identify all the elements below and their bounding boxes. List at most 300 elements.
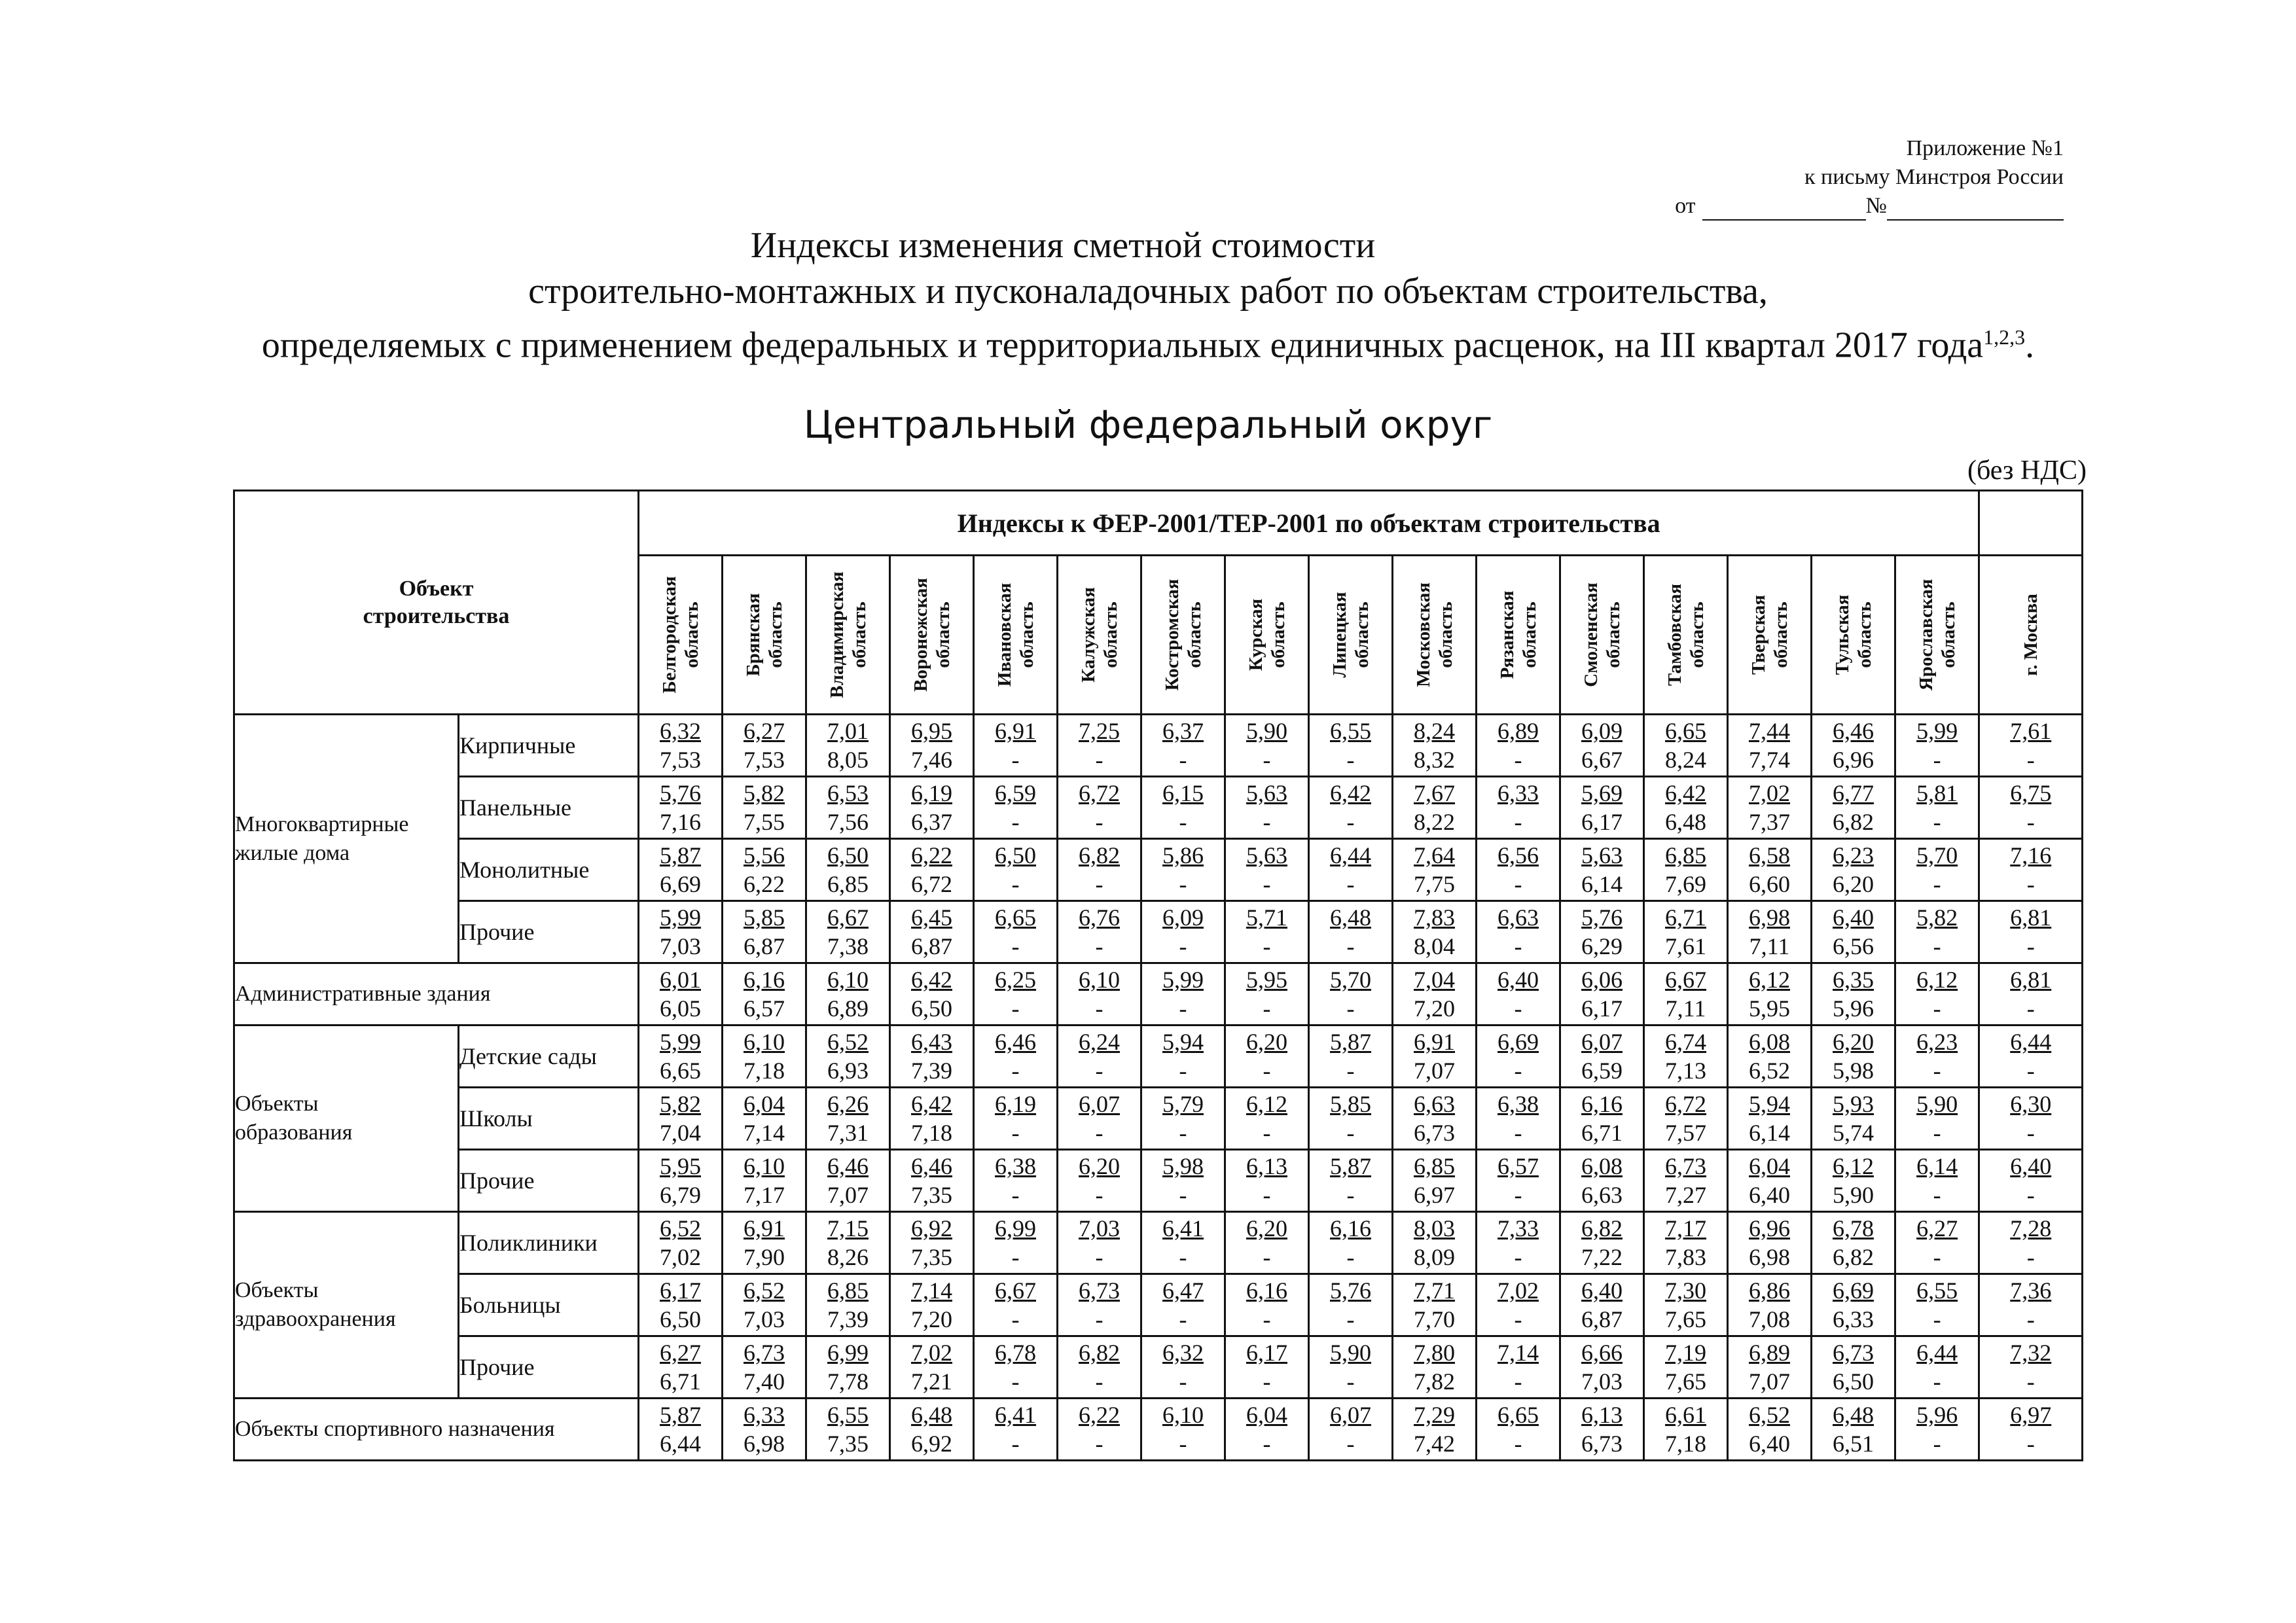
value-territorial: 6,65 <box>660 1058 701 1084</box>
value-territorial: 7,82 <box>1414 1368 1455 1395</box>
region-header <box>1225 556 1309 715</box>
value-territorial: 7,11 <box>1665 995 1706 1022</box>
value-cell <box>1812 1150 1895 1212</box>
value-federal: 5,87 <box>1330 1153 1371 1179</box>
value-federal: 5,85 <box>744 904 785 931</box>
value-territorial: 6,29 <box>1581 933 1623 959</box>
region-name-line: область <box>1770 601 1791 668</box>
value-territorial: - <box>1514 995 1522 1022</box>
value-federal: 7,14 <box>911 1277 952 1304</box>
value-territorial: - <box>1263 1182 1271 1208</box>
value-territorial: 7,20 <box>1414 995 1455 1022</box>
value-federal: 6,16 <box>1581 1091 1623 1117</box>
region-name-line: Тамбовская <box>1664 583 1685 687</box>
value-territorial: 5,95 <box>1749 995 1790 1022</box>
value-territorial: - <box>1346 871 1355 897</box>
value-cell <box>639 1026 723 1088</box>
value-federal: 6,56 <box>1498 842 1539 868</box>
value-territorial: 6,40 <box>1749 1431 1790 1457</box>
region-name <box>658 576 703 693</box>
value-territorial: 7,53 <box>660 747 701 773</box>
value-cell <box>1477 1399 1560 1461</box>
title-line-2: строительно-монтажных и пусконаладочных работ по объектам строительства, <box>528 271 1768 312</box>
value-federal: 6,16 <box>1246 1277 1287 1304</box>
value-federal: 7,61 <box>2010 718 2052 744</box>
region-header <box>1393 556 1477 715</box>
value-federal: 6,23 <box>1833 842 1874 868</box>
value-territorial: - <box>1095 1431 1103 1457</box>
value-federal: 6,40 <box>1581 1277 1623 1304</box>
value-federal: 6,48 <box>1330 904 1371 931</box>
value-territorial: - <box>1179 1306 1187 1332</box>
value-territorial: 7,31 <box>827 1120 869 1146</box>
value-federal: 6,40 <box>1498 967 1539 993</box>
value-federal: 6,75 <box>2010 780 2052 806</box>
region-name-line: Тульская <box>1831 594 1853 675</box>
value-federal: 5,76 <box>1330 1277 1371 1304</box>
value-territorial: - <box>1933 747 1941 773</box>
value-territorial: 8,24 <box>1665 747 1706 773</box>
value-federal: 6,04 <box>1749 1153 1790 1179</box>
value-federal: 6,99 <box>995 1215 1036 1241</box>
value-federal: 8,03 <box>1414 1215 1455 1241</box>
value-territorial: 6,73 <box>1414 1120 1455 1146</box>
value-federal: 7,04 <box>1414 967 1455 993</box>
region-header <box>1309 556 1393 715</box>
value-territorial: 6,22 <box>744 871 785 897</box>
value-territorial: - <box>1095 1058 1103 1084</box>
value-cell <box>1477 1150 1560 1212</box>
value-federal: 6,65 <box>1498 1402 1539 1428</box>
category-cell <box>234 963 639 1026</box>
value-cell <box>1895 715 1979 777</box>
region-name <box>742 593 787 676</box>
value-cell <box>1812 1399 1895 1461</box>
value-federal: 6,50 <box>827 842 869 868</box>
value-territorial: 7,16 <box>660 809 701 835</box>
value-cell <box>1812 715 1895 777</box>
value-territorial: - <box>1933 1306 1941 1332</box>
value-territorial: 6,33 <box>1833 1306 1874 1332</box>
value-territorial: 6,14 <box>1749 1120 1790 1146</box>
value-cell <box>806 777 890 839</box>
value-territorial: 7,07 <box>1749 1368 1790 1395</box>
value-territorial: - <box>1011 1368 1020 1395</box>
appendix-line-2: к письму Минстроя России <box>1804 165 2064 189</box>
table-row <box>234 715 2083 777</box>
value-federal: 7,03 <box>1079 1215 1120 1241</box>
value-cell <box>1225 839 1309 901</box>
number-blank <box>1887 197 2064 221</box>
value-territorial: - <box>1011 747 1020 773</box>
value-federal: 6,33 <box>744 1402 785 1428</box>
region-name <box>826 571 870 698</box>
value-cell <box>1979 1212 2083 1274</box>
document-title <box>0 223 2296 368</box>
value-territorial: 6,50 <box>660 1306 701 1332</box>
value-federal: 6,19 <box>911 780 952 806</box>
value-federal: 7,44 <box>1749 718 1790 744</box>
value-cell <box>639 1399 723 1461</box>
value-territorial: 6,67 <box>1581 747 1623 773</box>
region-header <box>974 556 1058 715</box>
value-federal: 6,20 <box>1246 1215 1287 1241</box>
value-territorial: 6,72 <box>911 871 952 897</box>
value-territorial: - <box>2026 1182 2035 1208</box>
value-federal: 6,59 <box>995 780 1036 806</box>
subcategory-cell: Кирпичные <box>459 715 639 777</box>
value-federal: 6,12 <box>1246 1091 1287 1117</box>
value-federal: 6,08 <box>1749 1029 1790 1055</box>
region-name-line: Владимирская <box>826 571 848 698</box>
region-header <box>1979 556 2083 715</box>
value-territorial: - <box>1095 747 1103 773</box>
value-federal: 6,10 <box>744 1153 785 1179</box>
subcategory-cell: Детские сады <box>459 1026 639 1088</box>
value-federal: 6,67 <box>827 904 869 931</box>
value-territorial: - <box>1933 1120 1941 1146</box>
value-territorial: 7,38 <box>827 933 869 959</box>
value-federal: 5,90 <box>1916 1091 1958 1117</box>
value-cell <box>806 1088 890 1150</box>
subcategory-cell: Больницы <box>459 1274 639 1336</box>
value-cell <box>1979 777 2083 839</box>
value-federal: 6,86 <box>1749 1277 1790 1304</box>
value-cell <box>1393 1212 1477 1274</box>
value-federal: 6,46 <box>911 1153 952 1179</box>
value-territorial: - <box>1933 1182 1941 1208</box>
value-cell <box>974 1212 1058 1274</box>
table-row <box>234 1150 2083 1212</box>
value-territorial: - <box>1095 1306 1103 1332</box>
value-federal: 6,07 <box>1581 1029 1623 1055</box>
value-territorial: - <box>1095 933 1103 959</box>
value-cell <box>1812 963 1895 1026</box>
value-federal: 6,41 <box>995 1402 1036 1428</box>
value-territorial: - <box>1933 995 1941 1022</box>
value-territorial: - <box>2026 995 2035 1022</box>
value-federal: 6,09 <box>1162 904 1204 931</box>
value-cell <box>1225 1274 1309 1336</box>
region-name-line: область <box>681 601 702 668</box>
object-header <box>234 491 639 715</box>
value-federal: 6,55 <box>1330 718 1371 744</box>
value-cell <box>1728 1212 1812 1274</box>
value-federal: 6,20 <box>1079 1153 1120 1179</box>
value-federal: 8,24 <box>1414 718 1455 744</box>
region-name-line: Костромская <box>1161 579 1183 691</box>
value-territorial: 7,35 <box>911 1244 952 1270</box>
value-territorial: 6,87 <box>911 933 952 959</box>
value-territorial: 7,46 <box>911 747 952 773</box>
value-federal: 7,64 <box>1414 842 1455 868</box>
value-territorial: 7,35 <box>827 1431 869 1457</box>
value-cell <box>1895 1088 1979 1150</box>
value-territorial: 7,56 <box>827 809 869 835</box>
value-territorial: 7,03 <box>1581 1368 1623 1395</box>
value-federal: 6,65 <box>1665 718 1706 744</box>
value-cell <box>1393 777 1477 839</box>
value-territorial: 6,52 <box>1749 1058 1790 1084</box>
value-territorial: - <box>1933 871 1941 897</box>
value-territorial: - <box>2026 1431 2035 1457</box>
value-cell <box>1058 1336 1141 1399</box>
value-federal: 6,15 <box>1162 780 1204 806</box>
value-territorial: 7,21 <box>911 1368 952 1395</box>
value-cell <box>974 963 1058 1026</box>
value-federal: 6,46 <box>1833 718 1874 744</box>
value-federal: 6,27 <box>660 1340 701 1366</box>
region-name-line: г. Москва <box>2020 594 2041 676</box>
value-territorial: - <box>1179 809 1187 835</box>
value-cell <box>723 1212 806 1274</box>
region-name <box>994 583 1038 687</box>
value-federal: 5,82 <box>660 1091 701 1117</box>
value-cell <box>1225 1150 1309 1212</box>
value-federal: 6,96 <box>1749 1215 1790 1241</box>
value-federal: 6,10 <box>1079 967 1120 993</box>
value-cell <box>1393 901 1477 963</box>
region-name-line: область <box>1183 601 1205 668</box>
value-territorial: - <box>1011 1244 1020 1270</box>
value-federal: 5,94 <box>1749 1091 1790 1117</box>
value-federal: 5,63 <box>1581 842 1623 868</box>
value-territorial: - <box>1346 933 1355 959</box>
value-federal: 6,57 <box>1498 1153 1539 1179</box>
value-territorial: - <box>1011 933 1020 959</box>
value-cell <box>974 1399 1058 1461</box>
value-cell <box>1225 1399 1309 1461</box>
value-cell <box>639 963 723 1026</box>
value-federal: 6,65 <box>995 904 1036 931</box>
value-territorial: 7,03 <box>660 933 701 959</box>
value-cell <box>1141 1150 1225 1212</box>
value-federal: 6,58 <box>1749 842 1790 868</box>
value-cell <box>639 901 723 963</box>
region-name-line: Тверская <box>1748 595 1769 675</box>
value-territorial: - <box>1514 747 1522 773</box>
value-cell <box>1058 1399 1141 1461</box>
value-territorial: - <box>2026 809 2035 835</box>
value-territorial: 7,83 <box>1665 1244 1706 1270</box>
value-federal: 6,76 <box>1079 904 1120 931</box>
value-cell <box>1141 963 1225 1026</box>
value-territorial: 7,18 <box>1665 1431 1706 1457</box>
value-federal: 5,93 <box>1833 1091 1874 1117</box>
value-territorial: 6,96 <box>1833 747 1874 773</box>
category-label-line: Объекты спортивного назначения <box>235 1417 555 1441</box>
value-territorial: 7,03 <box>744 1306 785 1332</box>
value-cell <box>639 839 723 901</box>
value-territorial: 6,40 <box>1749 1182 1790 1208</box>
value-cell <box>1058 715 1141 777</box>
value-territorial: 7,57 <box>1665 1120 1706 1146</box>
region-name-line: область <box>1435 601 1456 668</box>
value-cell <box>974 777 1058 839</box>
value-federal: 6,73 <box>1665 1153 1706 1179</box>
value-territorial: - <box>1011 1120 1020 1146</box>
value-territorial: - <box>1095 1368 1103 1395</box>
value-territorial: - <box>1933 933 1941 959</box>
value-federal: 6,74 <box>1665 1029 1706 1055</box>
value-cell <box>723 777 806 839</box>
value-territorial: 7,55 <box>744 809 785 835</box>
value-federal: 5,87 <box>660 1402 701 1428</box>
table-row <box>234 963 2083 1026</box>
value-cell <box>723 839 806 901</box>
value-federal: 6,42 <box>911 1091 952 1117</box>
appendix-date-line <box>1675 192 2064 221</box>
region-name-line: область <box>764 601 786 668</box>
region-name <box>1831 595 1876 675</box>
value-cell <box>639 777 723 839</box>
region-name-line: Курская <box>1245 598 1266 671</box>
vat-note: (без НДС) <box>1967 455 2087 486</box>
value-cell <box>890 1399 974 1461</box>
value-federal: 6,45 <box>911 904 952 931</box>
value-cell <box>1058 1026 1141 1088</box>
value-federal: 6,55 <box>827 1402 869 1428</box>
value-territorial: 7,11 <box>1749 933 1790 959</box>
region-header <box>1058 556 1141 715</box>
value-territorial: 7,35 <box>911 1182 952 1208</box>
value-federal: 7,14 <box>1498 1340 1539 1366</box>
object-header-line: Объект <box>399 576 474 601</box>
region-name-line: Ярославская <box>1915 579 1937 691</box>
value-cell <box>1225 963 1309 1026</box>
value-cell <box>890 1150 974 1212</box>
value-territorial: - <box>1263 747 1271 773</box>
value-territorial: 5,90 <box>1833 1182 1874 1208</box>
value-federal: 7,15 <box>827 1215 869 1241</box>
value-territorial: - <box>2026 747 2035 773</box>
value-cell <box>1477 1212 1560 1274</box>
region-name-line: область <box>1686 601 1708 668</box>
value-cell <box>1309 1212 1393 1274</box>
region-name-line: Ивановская <box>994 582 1015 687</box>
value-federal: 7,17 <box>1665 1215 1706 1241</box>
value-territorial: 7,65 <box>1665 1368 1706 1395</box>
value-federal: 6,72 <box>1665 1091 1706 1117</box>
value-federal: 6,44 <box>1916 1340 1958 1366</box>
value-cell <box>974 715 1058 777</box>
value-federal: 5,86 <box>1162 842 1204 868</box>
value-federal: 6,25 <box>995 967 1036 993</box>
value-federal: 6,10 <box>744 1029 785 1055</box>
value-federal: 6,26 <box>827 1091 869 1117</box>
subcategory-cell: Монолитные <box>459 839 639 901</box>
subcategory-cell: Прочие <box>459 901 639 963</box>
value-cell <box>1141 1088 1225 1150</box>
value-territorial: 7,27 <box>1665 1182 1706 1208</box>
value-cell <box>1895 1026 1979 1088</box>
value-cell <box>1644 839 1728 901</box>
value-federal: 6,91 <box>995 718 1036 744</box>
table-row <box>234 777 2083 839</box>
value-cell <box>1309 839 1393 901</box>
value-territorial: - <box>1179 1182 1187 1208</box>
subcategory-cell: Прочие <box>459 1150 639 1212</box>
value-cell <box>723 1274 806 1336</box>
value-cell <box>1225 777 1309 839</box>
value-cell <box>1728 1150 1812 1212</box>
value-cell <box>1979 901 2083 963</box>
value-federal: 6,48 <box>911 1402 952 1428</box>
value-cell <box>890 901 974 963</box>
region-name-line: область <box>1937 601 1959 668</box>
value-cell <box>1979 1336 2083 1399</box>
value-cell <box>1644 1274 1728 1336</box>
value-federal: 6,22 <box>911 842 952 868</box>
value-territorial: - <box>1095 809 1103 835</box>
value-territorial: 7,78 <box>827 1368 869 1395</box>
region-name-line: область <box>1518 601 1540 668</box>
value-cell <box>1560 839 1644 901</box>
value-cell <box>1393 1274 1477 1336</box>
value-territorial: 7,13 <box>1665 1058 1706 1084</box>
value-cell <box>1309 777 1393 839</box>
value-territorial: - <box>1514 1306 1522 1332</box>
value-territorial: 7,18 <box>744 1058 785 1084</box>
value-territorial: 7,61 <box>1665 933 1706 959</box>
value-federal: 6,46 <box>827 1153 869 1179</box>
value-cell <box>806 1399 890 1461</box>
value-federal: 6,63 <box>1414 1091 1455 1117</box>
value-cell <box>1225 901 1309 963</box>
category-cell <box>234 1399 639 1461</box>
value-federal: 6,42 <box>1330 780 1371 806</box>
value-federal: 6,69 <box>1498 1029 1539 1055</box>
category-cell <box>234 715 459 963</box>
value-territorial: 7,42 <box>1414 1431 1455 1457</box>
value-territorial: - <box>1095 1120 1103 1146</box>
header-empty-cell <box>1979 491 2083 556</box>
value-federal: 7,30 <box>1665 1277 1706 1304</box>
value-territorial: 6,17 <box>1581 995 1623 1022</box>
value-cell <box>806 1150 890 1212</box>
region-header <box>806 556 890 715</box>
value-federal: 6,10 <box>1162 1402 1204 1428</box>
table-row <box>234 901 2083 963</box>
value-territorial: - <box>2026 1120 2035 1146</box>
value-territorial: 7,39 <box>911 1058 952 1084</box>
category-label-line: Многоквартирные <box>235 812 409 836</box>
value-cell <box>1309 1336 1393 1399</box>
value-territorial: 7,90 <box>744 1244 785 1270</box>
value-cell <box>974 1088 1058 1150</box>
value-cell <box>1979 715 2083 777</box>
value-cell <box>1812 1026 1895 1088</box>
value-federal: 6,23 <box>1916 1029 1958 1055</box>
value-cell <box>1812 839 1895 901</box>
value-territorial: 7,04 <box>660 1120 701 1146</box>
value-territorial: - <box>2026 871 2035 897</box>
value-federal: 6,30 <box>2010 1091 2052 1117</box>
value-federal: 6,24 <box>1079 1029 1120 1055</box>
value-federal: 7,32 <box>2010 1340 2052 1366</box>
value-federal: 6,44 <box>2010 1029 2052 1055</box>
footnote-marks: 1,2,3 <box>1983 325 2026 349</box>
value-federal: 6,38 <box>1498 1091 1539 1117</box>
value-cell <box>1895 777 1979 839</box>
value-federal: 6,13 <box>1581 1402 1623 1428</box>
value-cell <box>1477 1274 1560 1336</box>
value-territorial: - <box>1179 995 1187 1022</box>
region-header <box>1477 556 1560 715</box>
value-cell <box>1477 839 1560 901</box>
index-header: Индексы к ФЕР-2001/ТЕР-2001 по объектам строительства <box>639 491 1979 556</box>
title-line-3 <box>0 314 2296 368</box>
